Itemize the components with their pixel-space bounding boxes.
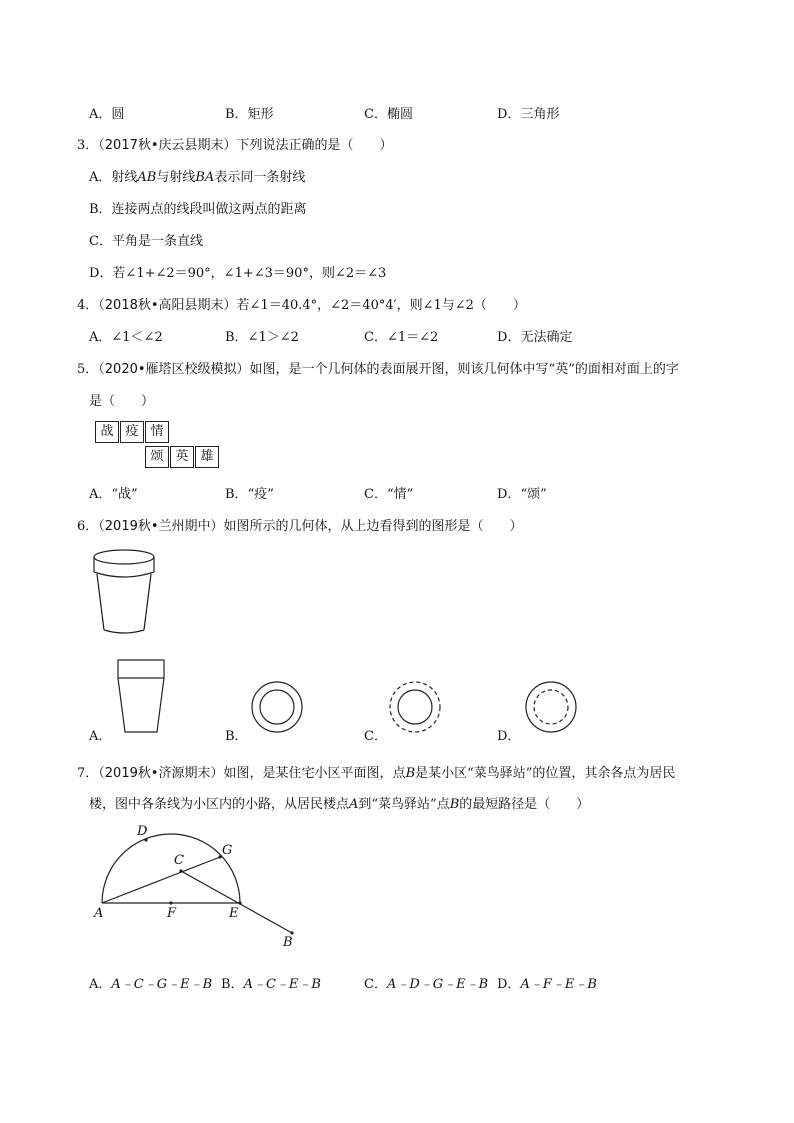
label-f: F [167,906,177,921]
q3-option-b: B．连接两点的线段叫做这两点的距离 [89,202,307,217]
q6-option-c: C． [364,729,387,744]
q7-option-a: A．A﹣C﹣G﹣E﹣B [89,977,213,992]
q3-stem: 3．（2017秋•庆云县期末）下列说法正确的是（ ） [77,138,393,153]
point-c [179,869,182,872]
q5-option-d: D．“颂” [497,487,547,502]
label-e: E [229,906,239,921]
label-c: C [174,853,184,868]
label-a: A [94,906,104,921]
q7-option-b: B．A﹣C﹣E﹣B [221,977,321,992]
q3-option-c: C．平角是一条直线 [89,234,203,249]
net-cell: 战 [95,421,119,443]
q5-stem-line2: 是（ ） [89,394,155,409]
q5-stem-line1: 5．（2020•雁塔区校级模拟）如图，是一个几何体的表面展开图，则该几何体中写“英”的面相对面上的字 [77,362,679,377]
q3-option-a: A．射线AB与射线BA表示同一条射线 [89,170,306,185]
q7-option-d: D．A﹣F﹣E﹣B [497,977,597,992]
point-e [238,901,241,904]
net-cell: 颂 [145,446,169,468]
q7-option-c: C．A﹣D﹣G﹣E﹣B [364,977,489,992]
q4-option-c: C．∠1＝∠2 [364,330,439,345]
net-cell: 疫 [120,421,144,443]
q2-option-c: C．椭圆 [364,107,413,122]
q6-option-a: A． [89,729,112,744]
q5-option-b: B．“疫” [225,487,274,502]
line-a-g [102,857,220,903]
point-f [169,901,172,904]
q2-option-d: D．三角形 [497,107,560,122]
label-g: G [222,843,233,858]
q2-option-b: B．矩形 [225,107,274,122]
q4-stem: 4．（2018秋•高阳县期末）若∠1＝40.4°，∠2＝40°4′，则∠1与∠2（ ） [77,298,526,313]
q4-option-b: B．∠1＞∠2 [225,330,299,345]
q6-option-b: B． [225,729,248,744]
q2-option-a: A．圆 [89,107,125,122]
q6-option-d: D． [497,729,521,744]
q5-option-c: C．“情” [364,487,414,502]
net-cell: 雄 [195,446,219,468]
q5-option-a: A．“战” [89,487,138,502]
q7-stem-line2: 楼，图中各条线为小区内的小路，从居民楼点A到“菜鸟驿站”点B的最短路径是（ ） [89,797,590,812]
label-b: B [283,935,293,950]
q4-option-a: A．∠1＜∠2 [89,330,163,345]
q7-stem-line1: 7．（2019秋•济源期末）如图，是某住宅小区平面图，点B是某小区“菜鸟驿站”的位置，其余各点为居民 [77,766,676,781]
q6-stem: 6．（2019秋•兰州期中）如图所示的几何体，从上边看得到的图形是（ ） [77,519,523,534]
q4-option-d: D．无法确定 [497,330,573,345]
net-cell: 情 [145,421,169,443]
net-cell: 英 [170,446,194,468]
q3-option-d: D．若∠1+∠2＝90°，∠1+∠3＝90°，则∠2＝∠3 [89,266,387,281]
label-d: D [137,824,148,839]
